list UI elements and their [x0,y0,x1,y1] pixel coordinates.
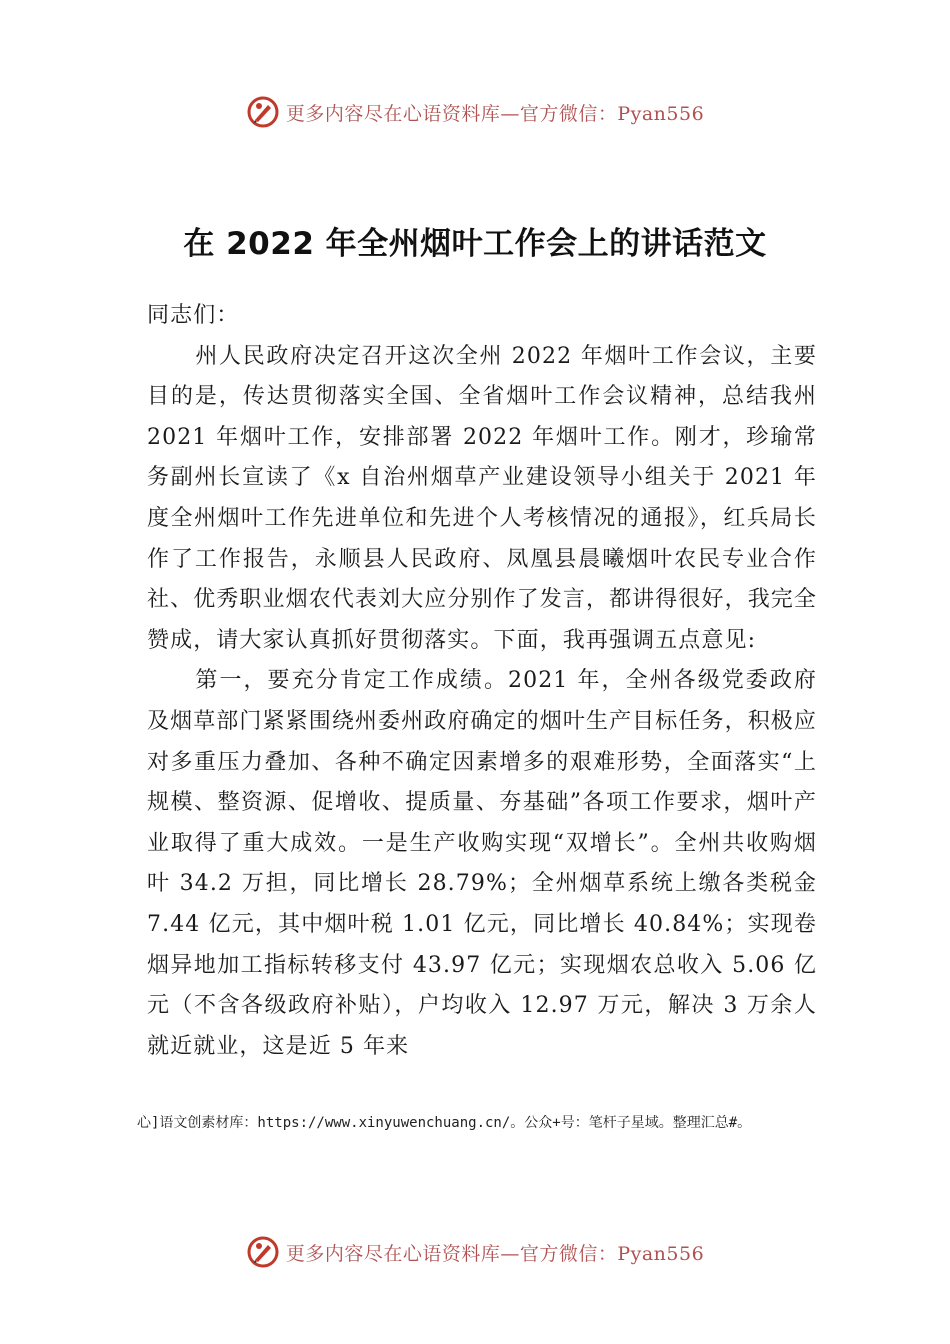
banner-text: 更多内容尽在心语资料库—官方微信：Pyan556 [285,1242,705,1265]
footer-banner [0,1232,950,1272]
paragraph: 第一，要充分肯定工作成绩。2021 年，全州各级党委政府及烟草部门紧紧围绕州委州政府确定的烟叶生产目标任务，积极应对多重压力叠加、各种不确定因素增多的艰难形势，全面落实“上规模、整资源、促增收、提质量、夯基础”各项工作要求，烟叶产业取得了重大成效。一是生产收购实现“双增长”。全州共收购烟叶 34.2 万担，同比增长 28.79%；全州烟草系统上缴各类税金 7.44 亿元，其中烟叶税 1.01 亿元，同比增长 40.84%；实现卷烟异地加工指标转移支付 43.97 亿元；实现烟农总收入 5.06 亿元（不含各级政府补贴），户均收入 12.97 万元，解决 3 万余人就近就业，这是近 5 年来 [147,668,817,1059]
document-body [147,296,817,1067]
banner-text: 更多内容尽在心语资料库—官方微信：Pyan556 [285,102,705,125]
salutation: 同志们： [147,303,240,328]
document-title: 在 2022 年全州烟叶工作会上的讲话范文 [183,226,767,262]
source-footnote: 心]语文创素材库：https://www.xinyuwenchuang.cn/。公众+号：笔杆子星域。整理汇总#。 [137,1115,752,1131]
paragraph: 州人民政府决定召开这次全州 2022 年烟叶工作会议，主要目的是，传达贯彻落实全国、全省烟叶工作会议精神，总结我州 2021 年烟叶工作，安排部署 2022 年烟叶工作。刚才，珍瑜常务副州长宣读了《x 自治州烟草产业建设领导小组关于 2021 年度全州烟叶工作先进单位和先进个人考核情况的通报》，红兵局长作了工作报告，永顺县人民政府、凤凰县晨曦烟叶农民专业合作社、优秀职业烟农代表刘大应分别作了发言，都讲得很好，我完全赞成，请大家认真抓好贯彻落实。下面，我再强调五点意见: [147,343,817,653]
pen-logo-icon [246,1235,280,1269]
pen-logo-icon [246,95,280,129]
header-banner [0,92,950,132]
